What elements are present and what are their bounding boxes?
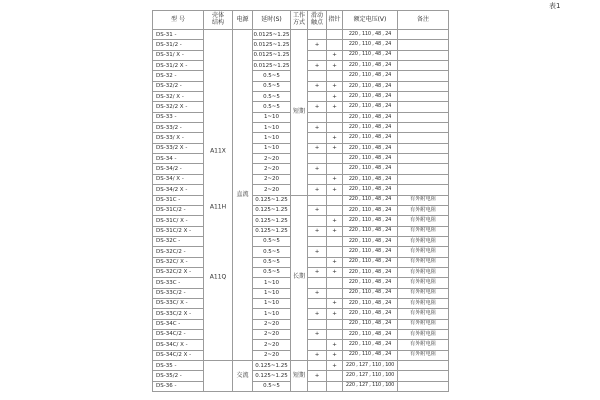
voltage-cell: 220 , 110 , 48 , 24 [343, 267, 398, 277]
delay-cell: 0.0125~1.25 [253, 50, 291, 60]
delay-cell: 0.0125~1.25 [253, 61, 291, 71]
voltage-cell: 220 , 110 , 48 , 24 [343, 278, 398, 288]
remark-cell [398, 371, 449, 381]
remark-cell [398, 71, 449, 81]
remark-cell: 有外附电阻 [398, 278, 449, 288]
header-mode-line: 方式 [292, 19, 305, 26]
pointer-mark [327, 71, 343, 81]
pointer-mark [327, 288, 343, 298]
pointer-mark: + [327, 102, 343, 112]
delay-cell: 2~20 [253, 340, 291, 350]
shell-structure-label: A11Q [209, 273, 227, 281]
model-cell: DS-34/ X - [153, 174, 204, 184]
slide-contact-mark: + [308, 247, 327, 257]
delay-cell: 0.5~5 [253, 247, 291, 257]
model-cell: DS-32C/2 X - [153, 267, 204, 277]
slide-contact-mark [308, 361, 327, 371]
voltage-cell: 220 , 110 , 48 , 24 [343, 154, 398, 164]
pointer-mark [327, 329, 343, 339]
voltage-cell: 220 , 110 , 48 , 24 [343, 205, 398, 215]
pointer-mark: + [327, 309, 343, 319]
remark-cell: 有外附电阻 [398, 309, 449, 319]
slide-contact-mark: + [308, 61, 327, 71]
model-cell: DS-34C - [153, 319, 204, 329]
voltage-cell: 220 , 110 , 48 , 24 [343, 61, 398, 71]
slide-contact-mark: + [308, 185, 327, 195]
voltage-cell: 220 , 110 , 48 , 24 [343, 133, 398, 143]
slide-contact-mark [308, 71, 327, 81]
remark-cell [398, 381, 449, 391]
remark-cell [398, 123, 449, 133]
header-remark: 备注 [398, 11, 449, 30]
delay-cell: 0.125~1.25 [253, 361, 291, 371]
delay-cell: 0.125~1.25 [253, 371, 291, 381]
voltage-cell: 220 , 110 , 48 , 24 [343, 340, 398, 350]
pointer-mark [327, 30, 343, 40]
shell-structure-label: A11H [209, 203, 227, 211]
remark-cell [398, 361, 449, 371]
remark-cell [398, 143, 449, 153]
slide-contact-mark [308, 298, 327, 308]
power-cell: 交流 [233, 361, 253, 392]
slide-contact-mark [308, 174, 327, 184]
voltage-cell: 220 , 110 , 48 , 24 [343, 350, 398, 360]
slide-contact-mark [308, 340, 327, 350]
remark-cell: 有外附电阻 [398, 288, 449, 298]
delay-cell: 0.0125~1.25 [253, 30, 291, 40]
delay-cell: 1~10 [253, 133, 291, 143]
voltage-cell: 220 , 110 , 48 , 24 [343, 164, 398, 174]
model-cell: DS-33/ X - [153, 133, 204, 143]
slide-contact-mark: + [308, 102, 327, 112]
slide-contact-mark [308, 112, 327, 122]
header-model: 型 号 [153, 11, 204, 30]
remark-cell [398, 92, 449, 102]
model-cell: DS-35 - [153, 361, 204, 371]
model-cell: DS-34/2 X - [153, 185, 204, 195]
remark-cell: 有外附电阻 [398, 216, 449, 226]
slide-contact-mark [308, 154, 327, 164]
pointer-mark: + [327, 216, 343, 226]
remark-cell: 有外附电阻 [398, 329, 449, 339]
remark-cell [398, 174, 449, 184]
header-shell-line: 结构 [211, 19, 224, 26]
slide-contact-mark: + [308, 123, 327, 133]
pointer-mark: + [327, 226, 343, 236]
remark-cell [398, 102, 449, 112]
model-cell: DS-33C/2 - [153, 288, 204, 298]
model-cell: DS-35/2 - [153, 371, 204, 381]
pointer-mark [327, 195, 343, 205]
voltage-cell: 220 , 110 , 48 , 24 [343, 123, 398, 133]
pointer-mark: + [327, 267, 343, 277]
remark-cell: 有外附电阻 [398, 340, 449, 350]
model-cell: DS-31/2 X - [153, 61, 204, 71]
delay-cell: 2~20 [253, 174, 291, 184]
voltage-cell: 220 , 110 , 48 , 24 [343, 112, 398, 122]
pointer-mark: + [327, 185, 343, 195]
model-cell: DS-32/2 - [153, 81, 204, 91]
delay-cell: 2~20 [253, 154, 291, 164]
table-row [153, 361, 449, 371]
model-cell: DS-32C/ X - [153, 257, 204, 267]
mode-cell: 短期 [291, 30, 308, 196]
voltage-cell: 220 , 127 , 110 , 100 [343, 361, 398, 371]
table-number-label: 表1 [549, 2, 561, 10]
pointer-mark [327, 371, 343, 381]
delay-cell: 1~10 [253, 143, 291, 153]
pointer-mark [327, 247, 343, 257]
model-cell: DS-33C/ X - [153, 298, 204, 308]
delay-cell: 0.125~1.25 [253, 195, 291, 205]
remark-cell: 有外附电阻 [398, 319, 449, 329]
slide-contact-mark [308, 92, 327, 102]
voltage-cell: 220 , 110 , 48 , 24 [343, 288, 398, 298]
delay-cell: 0.5~5 [253, 102, 291, 112]
slide-contact-mark: + [308, 40, 327, 50]
voltage-cell: 220 , 110 , 48 , 24 [343, 309, 398, 319]
header-delay: 延时(S) [253, 11, 291, 30]
voltage-cell: 220 , 110 , 48 , 24 [343, 226, 398, 236]
table-row [153, 30, 449, 40]
pointer-mark [327, 319, 343, 329]
pointer-mark: + [327, 257, 343, 267]
delay-cell: 1~10 [253, 123, 291, 133]
voltage-cell: 220 , 110 , 48 , 24 [343, 81, 398, 91]
voltage-cell: 220 , 110 , 48 , 24 [343, 257, 398, 267]
model-cell: DS-34 - [153, 154, 204, 164]
remark-cell [398, 61, 449, 71]
pointer-mark: + [327, 174, 343, 184]
voltage-cell: 220 , 110 , 48 , 24 [343, 298, 398, 308]
table-row [153, 195, 449, 205]
remark-cell [398, 40, 449, 50]
delay-cell: 0.125~1.25 [253, 205, 291, 215]
pointer-mark: + [327, 143, 343, 153]
pointer-mark [327, 123, 343, 133]
remark-cell [398, 185, 449, 195]
slide-contact-mark: + [308, 164, 327, 174]
pointer-mark: + [327, 298, 343, 308]
remark-cell [398, 30, 449, 40]
slide-contact-mark: + [308, 288, 327, 298]
remark-cell [398, 112, 449, 122]
spec-table [152, 10, 449, 392]
slide-contact-mark [308, 257, 327, 267]
delay-cell: 0.5~5 [253, 236, 291, 246]
delay-cell: 1~10 [253, 309, 291, 319]
delay-cell: 0.5~5 [253, 81, 291, 91]
voltage-cell: 220 , 110 , 48 , 24 [343, 40, 398, 50]
delay-cell: 0.5~5 [253, 257, 291, 267]
voltage-cell: 220 , 110 , 48 , 24 [343, 174, 398, 184]
delay-cell: 1~10 [253, 298, 291, 308]
pointer-mark [327, 154, 343, 164]
model-cell: DS-36 - [153, 381, 204, 391]
voltage-cell: 220 , 127 , 110 , 100 [343, 381, 398, 391]
remark-cell: 有外附电阻 [398, 205, 449, 215]
delay-cell: 2~20 [253, 185, 291, 195]
slide-contact-mark [308, 195, 327, 205]
shell-structure-cell [204, 361, 233, 392]
pointer-mark [327, 164, 343, 174]
slide-contact-mark: + [308, 267, 327, 277]
delay-cell: 0.5~5 [253, 267, 291, 277]
header-voltage: 额定电压(V) [343, 11, 398, 30]
pointer-mark [327, 205, 343, 215]
model-cell: DS-32C/2 - [153, 247, 204, 257]
delay-cell: 2~20 [253, 319, 291, 329]
remark-cell: 有外附电阻 [398, 257, 449, 267]
model-cell: DS-31C/2 X - [153, 226, 204, 236]
remark-cell: 有外附电阻 [398, 247, 449, 257]
shell-structure-cell [204, 30, 233, 361]
remark-cell: 有外附电阻 [398, 195, 449, 205]
voltage-cell: 220 , 110 , 48 , 24 [343, 50, 398, 60]
mode-cell: 长期 [291, 195, 308, 361]
slide-contact-mark [308, 381, 327, 391]
pointer-mark [327, 112, 343, 122]
remark-cell [398, 81, 449, 91]
pointer-mark: + [327, 92, 343, 102]
pointer-mark: + [327, 133, 343, 143]
remark-cell: 有外附电阻 [398, 298, 449, 308]
voltage-cell: 220 , 110 , 48 , 24 [343, 185, 398, 195]
voltage-cell: 220 , 110 , 48 , 24 [343, 30, 398, 40]
remark-cell [398, 133, 449, 143]
delay-cell: 0.0125~1.25 [253, 40, 291, 50]
voltage-cell: 220 , 127 , 110 , 100 [343, 371, 398, 381]
slide-contact-mark: + [308, 309, 327, 319]
header-slide-contact [308, 11, 327, 30]
slide-contact-mark [308, 50, 327, 60]
slide-contact-mark: + [308, 226, 327, 236]
model-cell: DS-31/ X - [153, 50, 204, 60]
delay-cell: 0.5~5 [253, 92, 291, 102]
pointer-mark [327, 381, 343, 391]
model-cell: DS-34C/ X - [153, 340, 204, 350]
model-cell: DS-31C/2 - [153, 205, 204, 215]
model-cell: DS-32/ X - [153, 92, 204, 102]
header-slide-contact-line: 滑动 [310, 12, 323, 20]
voltage-cell: 220 , 110 , 48 , 24 [343, 247, 398, 257]
slide-contact-mark: + [308, 205, 327, 215]
table-body [153, 30, 449, 392]
header-mode-line: 工作 [292, 12, 305, 20]
header-mode [291, 11, 308, 30]
delay-cell: 1~10 [253, 288, 291, 298]
remark-cell: 有外附电阻 [398, 236, 449, 246]
model-cell: DS-33C/2 X - [153, 309, 204, 319]
header-pointer: 指针 [327, 11, 343, 30]
pointer-mark: + [327, 61, 343, 71]
voltage-cell: 220 , 110 , 48 , 24 [343, 319, 398, 329]
delay-cell: 1~10 [253, 112, 291, 122]
model-cell: DS-31 - [153, 30, 204, 40]
delay-cell: 0.5~5 [253, 381, 291, 391]
voltage-cell: 220 , 110 , 48 , 24 [343, 195, 398, 205]
model-cell: DS-33/2 X - [153, 143, 204, 153]
model-cell: DS-31C - [153, 195, 204, 205]
model-cell: DS-32/2 X - [153, 102, 204, 112]
voltage-cell: 220 , 110 , 48 , 24 [343, 71, 398, 81]
model-cell: DS-34C/2 X - [153, 350, 204, 360]
remark-cell [398, 50, 449, 60]
model-cell: DS-32 - [153, 71, 204, 81]
header-shell [204, 11, 233, 30]
slide-contact-mark [308, 278, 327, 288]
slide-contact-mark: + [308, 329, 327, 339]
power-cell: 直流 [233, 30, 253, 361]
delay-cell: 0.125~1.25 [253, 216, 291, 226]
slide-contact-mark: + [308, 143, 327, 153]
remark-cell [398, 154, 449, 164]
model-cell: DS-33C - [153, 278, 204, 288]
voltage-cell: 220 , 110 , 48 , 24 [343, 143, 398, 153]
header-slide-contact-line: 触点 [310, 19, 323, 26]
model-cell: DS-32C - [153, 236, 204, 246]
model-cell: DS-31/2 - [153, 40, 204, 50]
slide-contact-mark: + [308, 350, 327, 360]
delay-cell: 1~10 [253, 278, 291, 288]
pointer-mark: + [327, 81, 343, 91]
model-cell: DS-34/2 - [153, 164, 204, 174]
slide-contact-mark [308, 236, 327, 246]
slide-contact-mark: + [308, 371, 327, 381]
voltage-cell: 220 , 110 , 48 , 24 [343, 329, 398, 339]
pointer-mark [327, 236, 343, 246]
slide-contact-mark: + [308, 81, 327, 91]
slide-contact-mark [308, 216, 327, 226]
model-cell: DS-31C/ X - [153, 216, 204, 226]
header-shell-line: 壳体 [211, 12, 224, 20]
delay-cell: 0.125~1.25 [253, 226, 291, 236]
slide-contact-mark [308, 30, 327, 40]
voltage-cell: 220 , 110 , 48 , 24 [343, 92, 398, 102]
voltage-cell: 220 , 110 , 48 , 24 [343, 102, 398, 112]
pointer-mark [327, 278, 343, 288]
delay-cell: 0.5~5 [253, 71, 291, 81]
table-header-row [153, 11, 449, 30]
mode-cell: 短期 [291, 361, 308, 392]
slide-contact-mark [308, 319, 327, 329]
model-cell: DS-33/2 - [153, 123, 204, 133]
pointer-mark [327, 40, 343, 50]
model-cell: DS-34C/2 - [153, 329, 204, 339]
remark-cell: 有外附电阻 [398, 226, 449, 236]
voltage-cell: 220 , 110 , 48 , 24 [343, 216, 398, 226]
shell-structure-label: A11X [210, 147, 226, 155]
header-power: 电源 [233, 11, 253, 30]
remark-cell [398, 164, 449, 174]
pointer-mark: + [327, 50, 343, 60]
remark-cell: 有外附电阻 [398, 350, 449, 360]
model-cell: DS-33 - [153, 112, 204, 122]
delay-cell: 2~20 [253, 350, 291, 360]
pointer-mark: + [327, 350, 343, 360]
pointer-mark: + [327, 340, 343, 350]
delay-cell: 2~20 [253, 164, 291, 174]
voltage-cell: 220 , 110 , 48 , 24 [343, 236, 398, 246]
remark-cell: 有外附电阻 [398, 267, 449, 277]
pointer-mark: + [327, 361, 343, 371]
delay-cell: 2~20 [253, 329, 291, 339]
slide-contact-mark [308, 133, 327, 143]
